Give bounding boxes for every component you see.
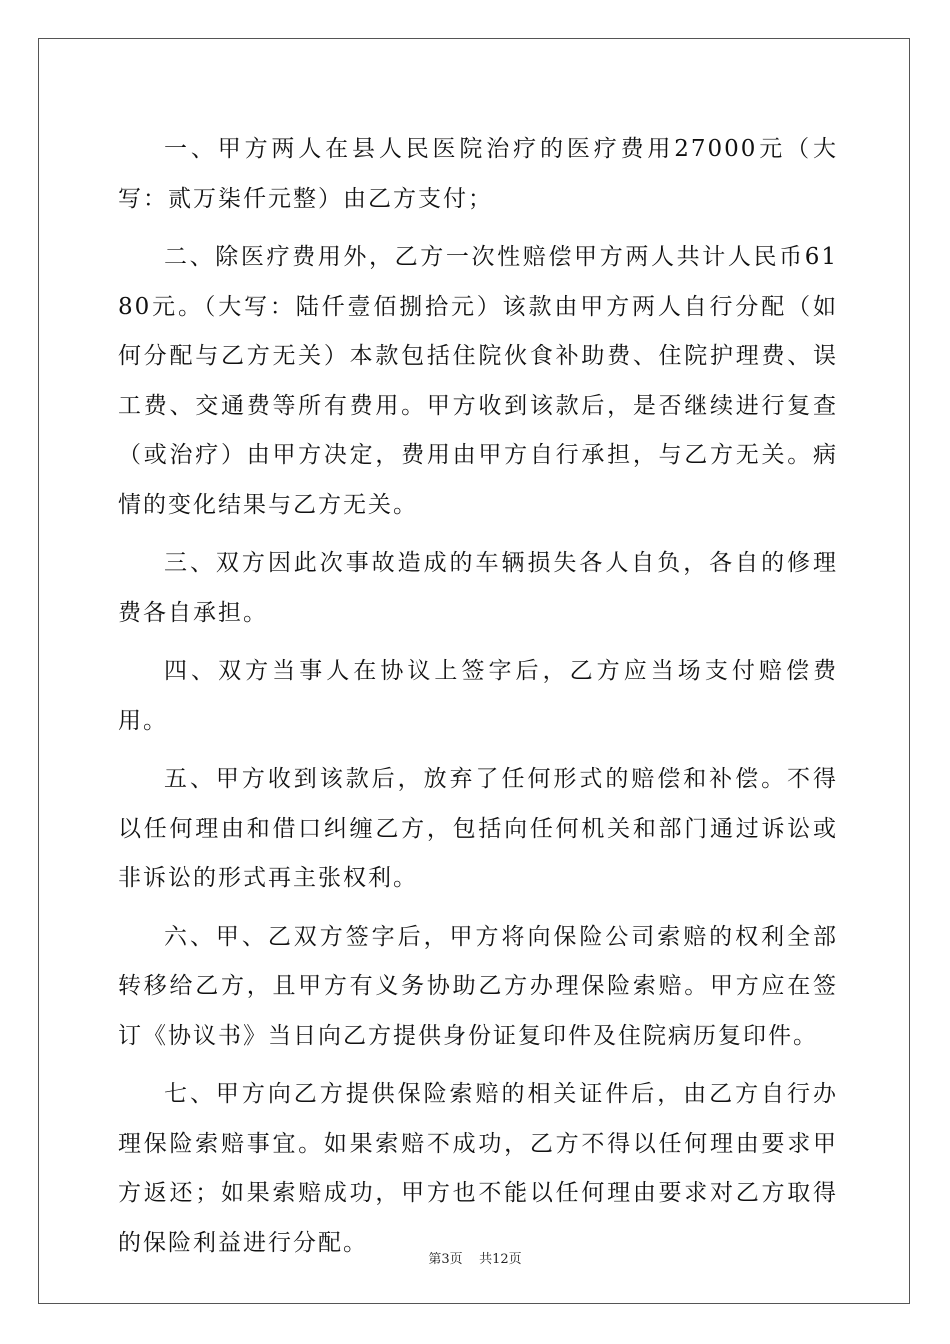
clause-5: 五、甲方收到该款后，放弃了任何形式的赔偿和补偿。不得以任何理由和借口纠缠乙方，包括向任何机关和部门通过诉讼或非诉讼的形式再主张权利。 (118, 766, 838, 891)
page-footer (0, 1248, 950, 1267)
document-body (118, 125, 838, 1277)
clause-7: 七、甲方向乙方提供保险索赔的相关证件后，由乙方自行办理保险索赔事宜。如果索赔不成功，乙方不得以任何理由要求甲方返还；如果索赔成功，甲方也不能以任何理由要求对乙方取得的保险利益进行分配。 (118, 1081, 838, 1256)
clause-1: 一、甲方两人在县人民医院治疗的医疗费用27000元（大写：贰万柒仟元整）由乙方支付； (118, 136, 838, 212)
page-total: 共12页 (479, 1252, 522, 1267)
clause-6: 六、甲、乙双方签字后，甲方将向保险公司索赔的权利全部转移给乙方，且甲方有义务协助乙方办理保险索赔。甲方应在签订《协议书》当日向乙方提供身份证复印件及住院病历复印件。 (118, 923, 838, 1049)
clause-3: 三、双方因此次事故造成的车辆损失各人自负，各自的修理费各自承担。 (118, 550, 838, 626)
clause-2: 二、除医疗费用外，乙方一次性赔偿甲方两人共计人民币6180元。（大写：陆仟壹佰捌拾元）该款由甲方两人自行分配（如何分配与乙方无关）本款包括住院伙食补助费、住院护理费、误工费、交通费等所有费用。甲方收到该款后，是否继续进行复查（或治疗）由甲方决定，费用由甲方自行承担，与乙方无关。病情的变化结果与乙方无关。 (118, 244, 838, 518)
clause-4: 四、双方当事人在协议上签字后，乙方应当场支付赔偿费用。 (118, 658, 838, 734)
page-number: 第3页 (428, 1252, 463, 1267)
